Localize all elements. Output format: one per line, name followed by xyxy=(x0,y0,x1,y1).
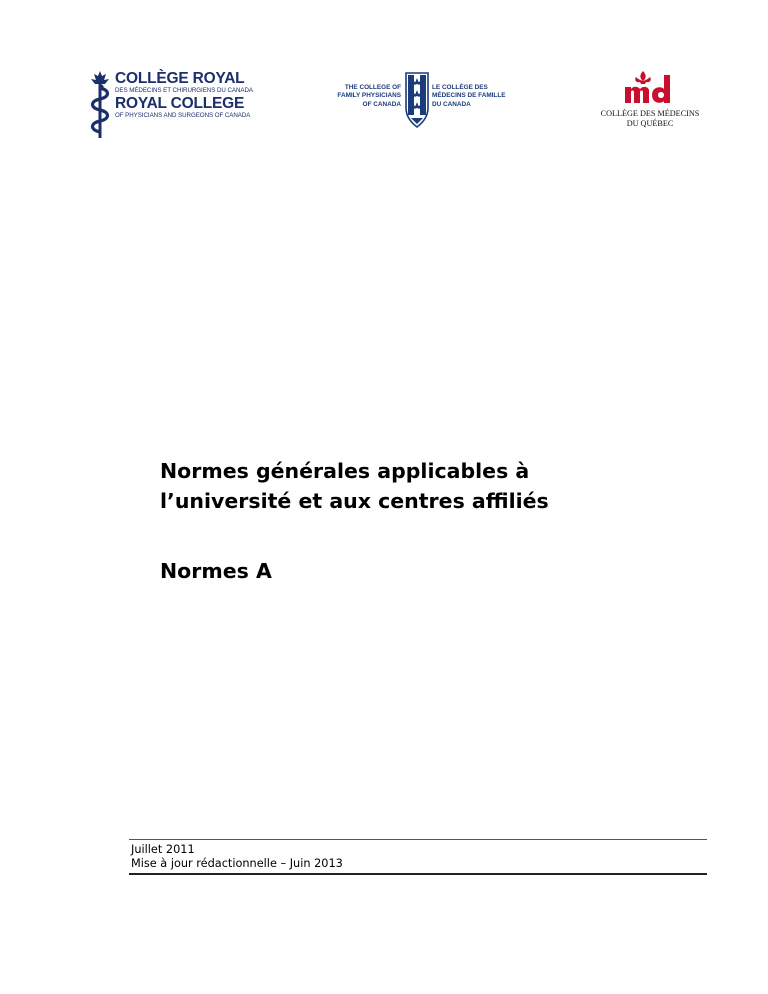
royal-college-name-fr: COLLÈGE ROYAL xyxy=(115,70,245,87)
footer-date: Juillet 2011 xyxy=(131,843,195,856)
cfpc-fr-line-1: LE COLLÈGE DES xyxy=(432,84,488,91)
cfpc-en-line-2: FAMILY PHYSICIANS xyxy=(337,92,401,100)
royal-college-name-en: ROYAL COLLEGE xyxy=(115,95,245,112)
footer-dates xyxy=(131,843,343,871)
cfpc-en-line-3: OF CANADA xyxy=(362,100,401,108)
footer-bottom-rule xyxy=(129,873,707,875)
document-title-line-2: l’université et aux centres affiliés xyxy=(160,489,549,513)
cmq-name-line-1: COLLÈGE DES MÉDECINS xyxy=(600,109,700,118)
cmq-md-mark-icon xyxy=(622,70,678,106)
cfpc-logo xyxy=(329,72,505,132)
footer-top-rule xyxy=(129,839,707,840)
document-title-line-1: Normes générales applicables à xyxy=(160,459,530,483)
cfpc-name-fr xyxy=(432,84,506,109)
document-subtitle: Normes A xyxy=(160,559,272,583)
cfpc-fr-line-3: DU CANADA xyxy=(432,100,471,108)
royal-college-subtitle-fr: DES MÉDECINS ET CHIRURGIENS DU CANADA xyxy=(115,87,253,94)
footer-update: Mise à jour rédactionnelle – Juin 2013 xyxy=(131,857,343,870)
rod-of-asclepius-icon xyxy=(86,70,114,140)
cfpc-name-en xyxy=(337,84,401,109)
cfpc-fr-line-2: MÉDECINS DE FAMILLE xyxy=(432,92,506,100)
royal-college-subtitle-en: OF PHYSICIANS AND SURGEONS OF CANADA xyxy=(115,112,251,119)
cmq-name xyxy=(594,109,706,129)
royal-college-logo xyxy=(86,70,262,140)
cmq-name-line-2: DU QUÉBEC xyxy=(626,119,674,128)
cmq-logo xyxy=(594,70,706,134)
cfpc-shield-icon xyxy=(405,72,429,128)
cfpc-en-line-1: THE COLLEGE OF xyxy=(344,84,401,91)
document-title xyxy=(160,456,720,516)
